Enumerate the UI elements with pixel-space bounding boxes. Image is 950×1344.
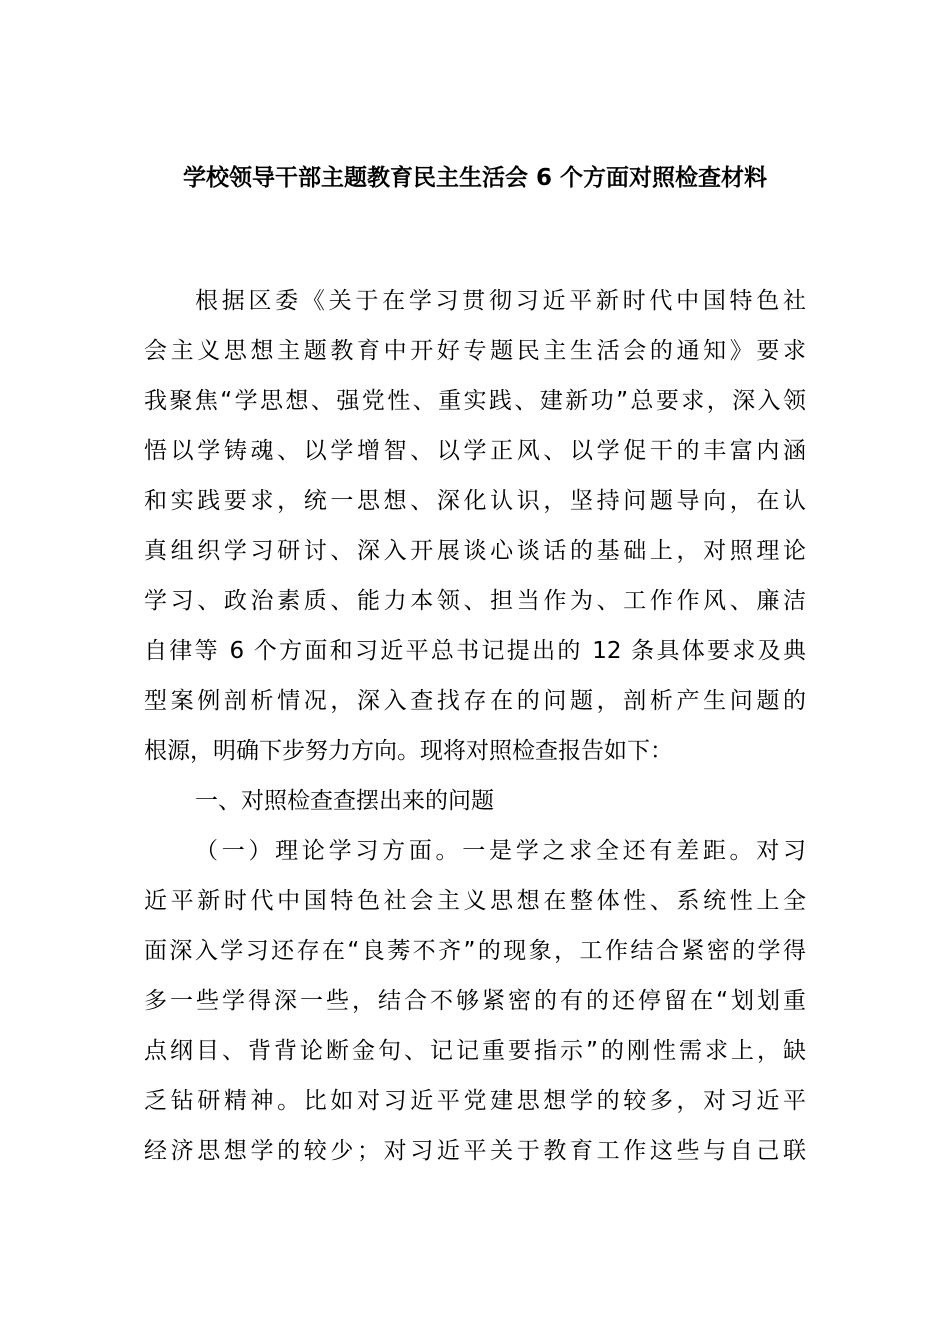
paragraph-line: 点纲目、背背论断金句、记记重要指示”的刚性需求上，缺 — [144, 1038, 806, 1064]
paragraph-line: 经济思想学的较少；对习近平关于教育工作这些与自己联 — [144, 1138, 806, 1164]
paragraph-line: 和实践要求，统一思想、深化认识，坚持问题导向，在认 — [144, 488, 806, 514]
paragraph-line: 自律等 6 个方面和习近平总书记提出的 12 条具体要求及典 — [144, 638, 806, 664]
paragraph-line: 根据区委《关于在学习贯彻习近平新时代中国特色社 — [195, 288, 806, 314]
paragraph-line: 我聚焦“学思想、强党性、重实践、建新功”总要求，深入领 — [144, 388, 806, 414]
paragraph-line: 多一些学得深一些，结合不够紧密的有的还停留在“划划重 — [144, 988, 806, 1014]
paragraph-line: 面深入学习还存在“良莠不齐”的现象，工作结合紧密的学得 — [144, 938, 806, 964]
paragraph-line: 乏钻研精神。比如对习近平党建思想学的较多，对习近平 — [144, 1088, 806, 1114]
paragraph-line: 会主义思想主题教育中开好专题民主生活会的通知》要求 — [144, 338, 806, 364]
paragraph-line: 近平新时代中国特色社会主义思想在整体性、系统性上全 — [144, 888, 806, 914]
paragraph-line: 悟以学铸魂、以学增智、以学正风、以学促干的丰富内涵 — [144, 438, 806, 464]
paragraph-line: 学习、政治素质、能力本领、担当作为、工作作风、廉洁 — [144, 588, 806, 614]
paragraph-line: 根源，明确下步努力方向。现将对照检查报告如下： — [144, 738, 673, 764]
section-heading: 一、对照检查查摆出来的问题 — [195, 788, 494, 814]
paragraph-line: （一）理论学习方面。一是学之求全还有差距。对习 — [195, 838, 806, 864]
paragraph-line: 型案例剖析情况，深入查找存在的问题，剖析产生问题的 — [144, 688, 806, 714]
document-title: 学校领导干部主题教育民主生活会 6 个方面对照检查材料 — [182, 165, 768, 191]
paragraph-line: 真组织学习研讨、深入开展谈心谈话的基础上，对照理论 — [144, 538, 806, 564]
